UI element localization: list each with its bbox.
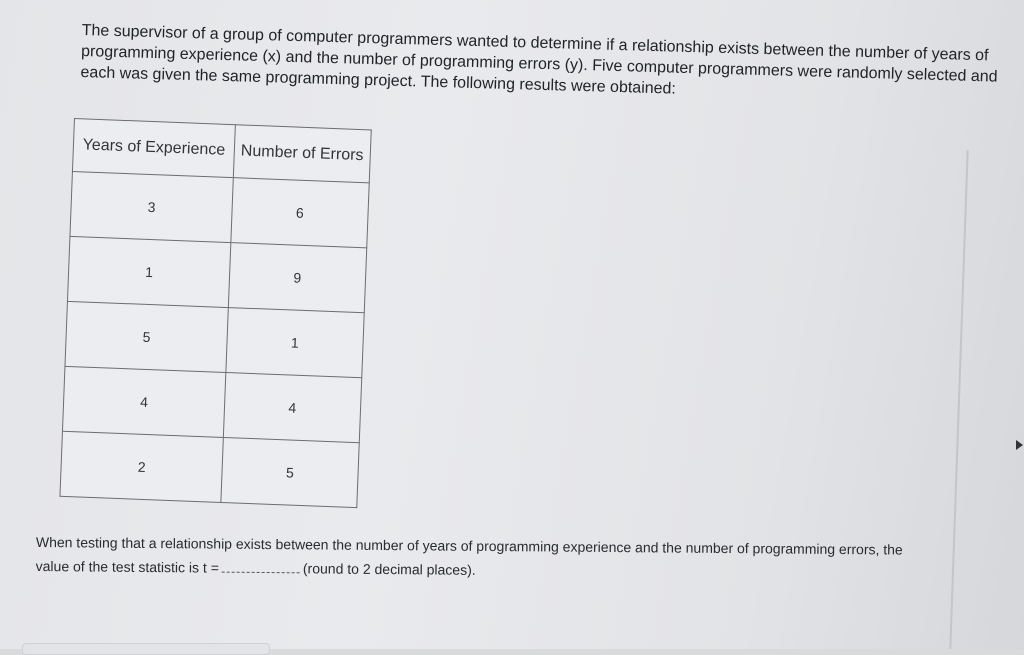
header-years-of-experience: Years of Experience	[72, 119, 235, 178]
header-number-of-errors: Number of Errors	[233, 125, 371, 183]
question-before-blank: When testing that a relationship exists between the number of years of programming experience and the number of programming errors, the value of the test statistic is t =	[35, 533, 903, 576]
cell-years: 2	[60, 431, 223, 502]
paper-edge	[949, 150, 968, 649]
cell-errors: 9	[228, 243, 366, 313]
cell-errors: 5	[221, 437, 359, 507]
right-arrow-icon	[1016, 440, 1023, 450]
question-text	[36, 530, 936, 586]
cell-errors: 6	[231, 178, 369, 248]
question-after-blank: (round to 2 decimal places).	[302, 560, 476, 578]
cell-years: 3	[70, 171, 233, 242]
bottom-panel-edge	[22, 643, 270, 655]
cell-years: 4	[62, 366, 225, 437]
table-row	[70, 171, 369, 247]
table-row	[60, 431, 359, 507]
cell-years: 1	[67, 236, 230, 307]
table-row	[65, 301, 364, 377]
data-table-container	[59, 118, 371, 508]
answer-blank[interactable]	[222, 560, 300, 574]
problem-intro: The supervisor of a group of computer programmers wanted to determine if a relationship exists between the number of years of programming experience (x) and the number of programming errors (y). Five computer programmers were randomly selected and each was given the same programming project. The following results were obtained:	[80, 21, 998, 98]
table-row	[62, 366, 361, 442]
cell-errors: 4	[223, 373, 361, 443]
cell-errors: 1	[226, 308, 364, 378]
table-row	[67, 236, 366, 312]
cell-years: 5	[65, 301, 228, 372]
data-table	[59, 118, 371, 508]
